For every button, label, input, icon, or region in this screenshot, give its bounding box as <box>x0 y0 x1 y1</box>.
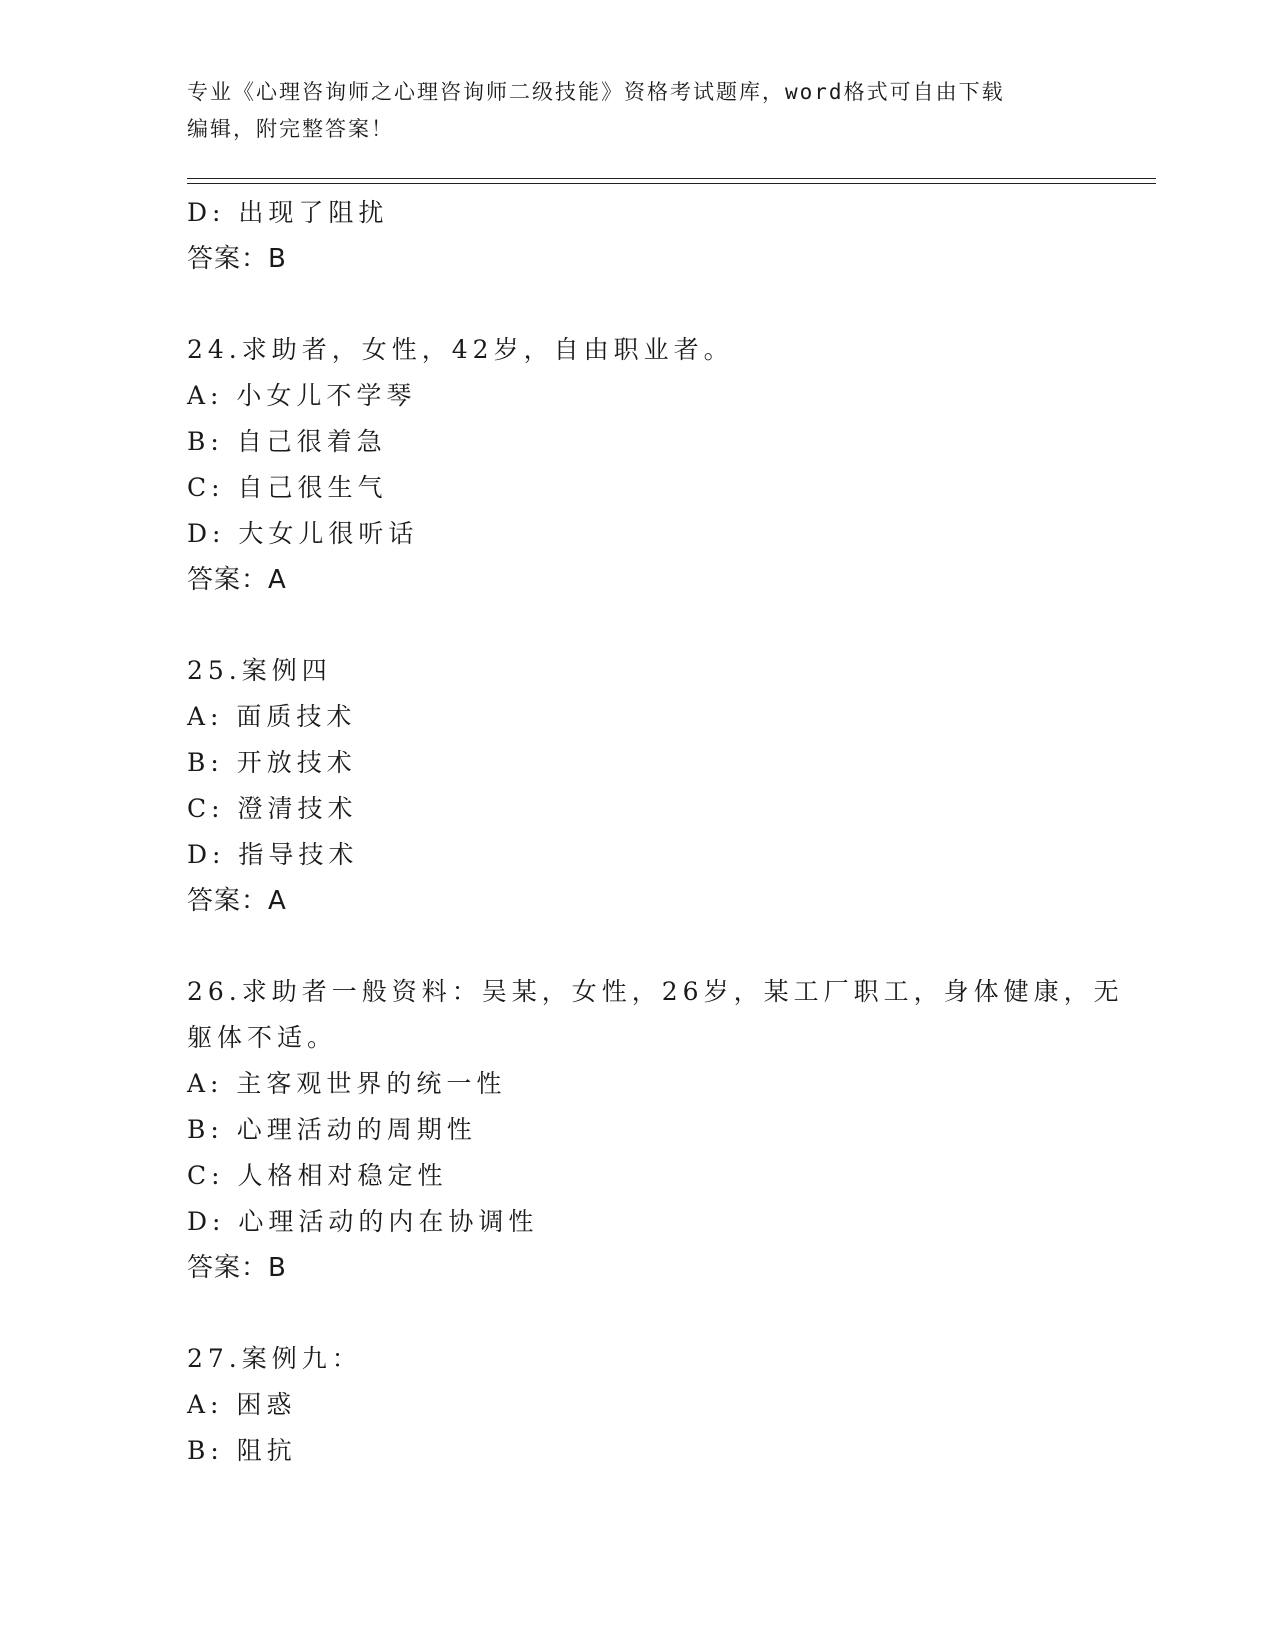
option-c: C: 人格相对稳定性 <box>187 1161 448 1190</box>
option-b: B: 心理活动的周期性 <box>187 1115 477 1144</box>
answer-line: 答案：B <box>187 1253 287 1283</box>
option-b: B: 开放技术 <box>187 748 357 777</box>
question-text: 24.求助者，女性，42岁，自由职业者。 <box>187 335 734 364</box>
question-block-26 <box>187 969 1137 1291</box>
option-d: D: 心理活动的内在协调性 <box>187 1207 539 1236</box>
spacer <box>187 603 1137 648</box>
header-line-2: 编辑，附完整答案！ <box>187 117 394 141</box>
spacer <box>187 1291 1137 1336</box>
option-d: D: 出现了阻扰 <box>187 198 389 227</box>
header-divider-top <box>187 178 1156 179</box>
question-block-25 <box>187 648 1137 924</box>
option-c: C: 澄清技术 <box>187 794 358 823</box>
option-a: A: 面质技术 <box>187 702 357 731</box>
option-b: B: 自己很着急 <box>187 427 387 456</box>
question-text: 25.案例四 <box>187 656 332 685</box>
option-d: D: 指导技术 <box>187 840 359 869</box>
question-block-24 <box>187 327 1137 603</box>
option-a: A: 主客观世界的统一性 <box>187 1069 507 1098</box>
header-line-1: 专业《心理咨询师之心理咨询师二级技能》资格考试题库，word格式可自由下载 <box>187 80 1005 104</box>
option-d: D: 大女儿很听话 <box>187 519 419 548</box>
answer-line: 答案：A <box>187 565 287 595</box>
spacer <box>187 924 1137 969</box>
answer-line: 答案：B <box>187 244 287 274</box>
question-list <box>187 190 1137 1474</box>
header-divider-bottom <box>187 183 1156 184</box>
question-text: 27.案例九： <box>187 1344 362 1373</box>
question-block-prev <box>187 190 1137 282</box>
document-header <box>187 74 1087 148</box>
option-a: A: 小女儿不学琴 <box>187 381 417 410</box>
question-text-line-2: 躯体不适。 <box>187 1023 338 1052</box>
option-b: B: 阻抗 <box>187 1436 297 1465</box>
question-block-27 <box>187 1336 1137 1474</box>
option-c: C: 自己很生气 <box>187 473 388 502</box>
option-a: A: 困惑 <box>187 1390 297 1419</box>
answer-line: 答案：A <box>187 886 287 916</box>
spacer <box>187 282 1137 327</box>
question-text-line-1: 26.求助者一般资料：吴某，女性，26岁，某工厂职工，身体健康，无 <box>187 977 1124 1006</box>
